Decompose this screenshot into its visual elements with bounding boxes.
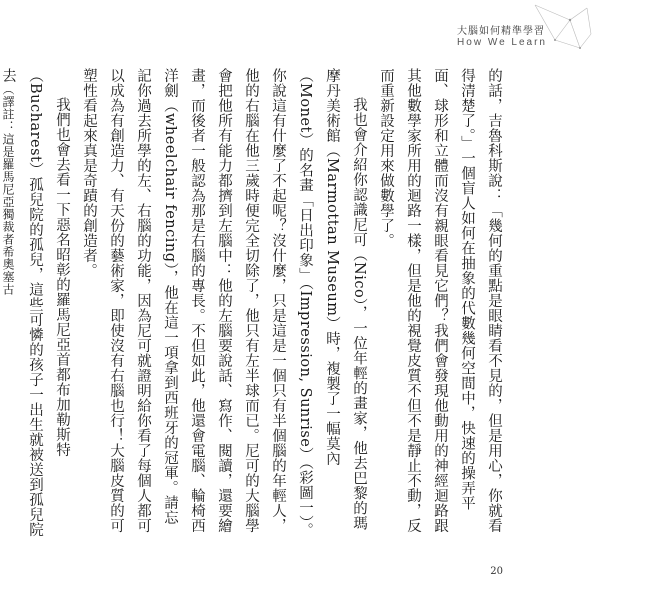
translator-note: （譯註：這是羅馬尼亞獨裁者希奧塞古 (1, 83, 15, 296)
page-number: 20 (490, 566, 503, 577)
vertical-body-text (0, 68, 507, 538)
header-title-chinese: 大腦如何精準學習 (457, 26, 546, 37)
paragraph-2: 我也會介紹你認識尼可（Nico），一位年輕的畫家，他去巴黎的瑪摩丹美術館（Marmottan Museum）時，複製了一幅莫內（Monet）的名畫「日出印象」（Impression, Sunrise）（彩圖一）。你說這有什麼了不起呢？沒什麼，只是這是一個只有半個腦的年輕人，他的右腦在他三歲時便完全切除了，他只有左半球而已。尼可的大腦學會把他所有能力都擠到左腦中：他的左腦要說話、寫作、閱讀，還要繪畫，而後者一般認為那是右腦的專長。不但如此，他還會電腦、輪椅西洋劍（wheelchair fencing），他在這一項拿到西班牙的冠軍。請忘記你過去所學的左、右腦的功能，因為尼可就證明給你看了每個人都可以成為有創造力、有天份的藝術家，即使沒有右腦也行！大腦皮質的可塑性看起來真是奇蹟的創造者。 (81, 68, 367, 538)
paragraph-3 (0, 68, 75, 538)
running-header (457, 22, 547, 48)
header-title-english: How We Learn (457, 37, 547, 48)
paragraph-3-text: 我們也會去看一下惡名昭彰的羅馬尼亞首都布加勒斯特（Bucharest）孤兒院的孤兒，這些可憐的孩子一出生就被送到孤兒院去 (0, 68, 70, 538)
paragraph-1: 的話，吉魯科斯說：「幾何的重點是眼睛看不見的，但是用心，你就看得清楚了。」一個盲人如何在抽象的代數幾何空間中，快速的操弄平面、球形和立體而沒有親眼看見它們？我們會發現他動用的神經迴路跟其他數學家所用的迴路一樣，但是他的視覺皮質不但不是靜止不動，反而重新設定用來做數學了。 (378, 68, 502, 533)
